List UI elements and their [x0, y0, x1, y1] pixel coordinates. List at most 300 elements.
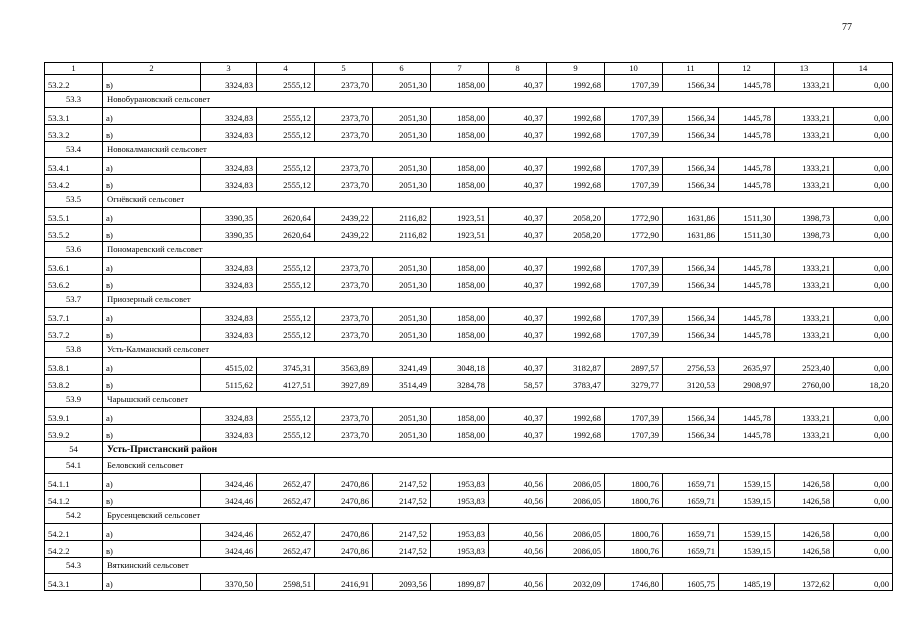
value-cell: 40,37 [489, 175, 547, 192]
value-cell: 2373,70 [315, 275, 373, 292]
value-cell: 3390,35 [201, 225, 257, 242]
value-cell: 1445,78 [719, 108, 775, 125]
row-label: а) [103, 574, 201, 591]
row-code: 53.2.2 [45, 75, 103, 92]
value-cell: 1858,00 [431, 408, 489, 425]
table-row [45, 125, 893, 142]
table-body [45, 63, 893, 591]
column-number: 2 [103, 63, 201, 75]
row-label: а) [103, 474, 201, 491]
section-code: 53.6 [45, 242, 103, 258]
table-row [45, 175, 893, 192]
value-cell: 2373,70 [315, 75, 373, 92]
section-code: 53.5 [45, 192, 103, 208]
value-cell: 1707,39 [605, 425, 663, 442]
table-row [45, 541, 893, 558]
table-row [45, 524, 893, 541]
row-label: в) [103, 375, 201, 392]
value-cell: 3745,31 [257, 358, 315, 375]
row-code: 53.7.1 [45, 308, 103, 325]
value-cell: 1707,39 [605, 175, 663, 192]
value-cell: 40,56 [489, 524, 547, 541]
value-cell: 3048,18 [431, 358, 489, 375]
row-code: 53.6.1 [45, 258, 103, 275]
value-cell: 2555,12 [257, 325, 315, 342]
section-name: Чарышский сельсовет [103, 392, 893, 408]
row-code: 53.8.1 [45, 358, 103, 375]
value-cell: 2147,52 [373, 474, 431, 491]
value-cell: 40,37 [489, 258, 547, 275]
row-code: 53.7.2 [45, 325, 103, 342]
value-cell: 2756,53 [663, 358, 719, 375]
value-cell: 3324,83 [201, 175, 257, 192]
section-row [45, 192, 893, 208]
value-cell: 3182,87 [547, 358, 605, 375]
section-row [45, 292, 893, 308]
row-label: а) [103, 408, 201, 425]
value-cell: 1858,00 [431, 158, 489, 175]
value-cell: 1659,71 [663, 524, 719, 541]
value-cell: 40,56 [489, 574, 547, 591]
value-cell: 0,00 [834, 408, 893, 425]
column-number-row [45, 63, 893, 75]
value-cell: 0,00 [834, 258, 893, 275]
value-cell: 2116,82 [373, 208, 431, 225]
value-cell: 2051,30 [373, 258, 431, 275]
table-row [45, 258, 893, 275]
value-cell: 2058,20 [547, 225, 605, 242]
value-cell: 1566,34 [663, 125, 719, 142]
value-cell: 0,00 [834, 158, 893, 175]
value-cell: 1858,00 [431, 325, 489, 342]
value-cell: 0,00 [834, 541, 893, 558]
value-cell: 2652,47 [257, 491, 315, 508]
value-cell: 40,37 [489, 225, 547, 242]
table-row [45, 108, 893, 125]
table-row [45, 491, 893, 508]
value-cell: 1445,78 [719, 258, 775, 275]
table-row [45, 358, 893, 375]
value-cell: 1511,30 [719, 208, 775, 225]
value-cell: 0,00 [834, 225, 893, 242]
value-cell: 1858,00 [431, 125, 489, 142]
value-cell: 2908,97 [719, 375, 775, 392]
value-cell: 2147,52 [373, 491, 431, 508]
value-cell: 2470,86 [315, 474, 373, 491]
value-cell: 2051,30 [373, 175, 431, 192]
value-cell: 2051,30 [373, 308, 431, 325]
row-label: в) [103, 75, 201, 92]
column-number: 12 [719, 63, 775, 75]
value-cell: 1485,19 [719, 574, 775, 591]
value-cell: 1333,21 [775, 408, 834, 425]
table-row [45, 425, 893, 442]
value-cell: 1333,21 [775, 425, 834, 442]
value-cell: 0,00 [834, 308, 893, 325]
value-cell: 1707,39 [605, 275, 663, 292]
value-cell: 2760,00 [775, 375, 834, 392]
row-code: 54.2.2 [45, 541, 103, 558]
value-cell: 1445,78 [719, 75, 775, 92]
column-number: 6 [373, 63, 431, 75]
section-row [45, 142, 893, 158]
value-cell: 1800,76 [605, 524, 663, 541]
column-number: 9 [547, 63, 605, 75]
value-cell: 1953,83 [431, 474, 489, 491]
value-cell: 1707,39 [605, 258, 663, 275]
value-cell: 2416,91 [315, 574, 373, 591]
row-label: в) [103, 125, 201, 142]
value-cell: 1539,15 [719, 541, 775, 558]
value-cell: 58,57 [489, 375, 547, 392]
value-cell: 3424,46 [201, 491, 257, 508]
section-row [45, 508, 893, 524]
value-cell: 2051,30 [373, 425, 431, 442]
value-cell: 2032,09 [547, 574, 605, 591]
value-cell: 40,56 [489, 474, 547, 491]
value-cell: 2555,12 [257, 258, 315, 275]
value-cell: 2598,51 [257, 574, 315, 591]
value-cell: 3783,47 [547, 375, 605, 392]
value-cell: 2439,22 [315, 225, 373, 242]
value-cell: 1426,58 [775, 524, 834, 541]
row-code: 53.9.2 [45, 425, 103, 442]
row-code: 54.3.1 [45, 574, 103, 591]
value-cell: 1707,39 [605, 108, 663, 125]
section-code: 54.3 [45, 558, 103, 574]
table-row [45, 225, 893, 242]
value-cell: 3241,49 [373, 358, 431, 375]
value-cell: 3424,46 [201, 474, 257, 491]
value-cell: 2051,30 [373, 108, 431, 125]
value-cell: 3324,83 [201, 125, 257, 142]
value-cell: 1858,00 [431, 258, 489, 275]
value-cell: 1707,39 [605, 158, 663, 175]
section-name: Новобурановский сельсовет [103, 92, 893, 108]
value-cell: 1992,68 [547, 125, 605, 142]
row-label: а) [103, 258, 201, 275]
value-cell: 40,37 [489, 308, 547, 325]
value-cell: 1333,21 [775, 325, 834, 342]
row-code: 53.5.1 [45, 208, 103, 225]
table-row [45, 308, 893, 325]
value-cell: 1707,39 [605, 408, 663, 425]
value-cell: 1858,00 [431, 308, 489, 325]
section-row [45, 392, 893, 408]
section-name: Вяткинский сельсовет [103, 558, 893, 574]
value-cell: 3927,89 [315, 375, 373, 392]
value-cell: 3324,83 [201, 275, 257, 292]
column-number: 8 [489, 63, 547, 75]
value-cell: 1333,21 [775, 175, 834, 192]
value-cell: 1445,78 [719, 175, 775, 192]
value-cell: 1992,68 [547, 325, 605, 342]
value-cell: 1707,39 [605, 125, 663, 142]
value-cell: 1899,87 [431, 574, 489, 591]
value-cell: 40,37 [489, 275, 547, 292]
row-label: в) [103, 275, 201, 292]
row-label: в) [103, 425, 201, 442]
value-cell: 2555,12 [257, 108, 315, 125]
section-row [45, 558, 893, 574]
value-cell: 1445,78 [719, 158, 775, 175]
value-cell: 1566,34 [663, 308, 719, 325]
value-cell: 3514,49 [373, 375, 431, 392]
value-cell: 0,00 [834, 425, 893, 442]
value-cell: 2051,30 [373, 408, 431, 425]
row-label: а) [103, 158, 201, 175]
value-cell: 1992,68 [547, 75, 605, 92]
value-cell: 2635,97 [719, 358, 775, 375]
row-code: 54.1.2 [45, 491, 103, 508]
value-cell: 1398,73 [775, 208, 834, 225]
value-cell: 40,56 [489, 541, 547, 558]
table-row [45, 275, 893, 292]
value-cell: 1800,76 [605, 541, 663, 558]
column-number: 5 [315, 63, 373, 75]
value-cell: 2051,30 [373, 125, 431, 142]
value-cell: 1800,76 [605, 474, 663, 491]
value-cell: 1858,00 [431, 75, 489, 92]
value-cell: 2555,12 [257, 75, 315, 92]
value-cell: 3324,83 [201, 425, 257, 442]
value-cell: 2555,12 [257, 125, 315, 142]
value-cell: 0,00 [834, 474, 893, 491]
value-cell: 40,37 [489, 325, 547, 342]
row-code: 53.4.1 [45, 158, 103, 175]
value-cell: 2555,12 [257, 408, 315, 425]
value-cell: 0,00 [834, 125, 893, 142]
row-code: 53.4.2 [45, 175, 103, 192]
value-cell: 1333,21 [775, 275, 834, 292]
value-cell: 1707,39 [605, 75, 663, 92]
value-cell: 1659,71 [663, 491, 719, 508]
value-cell: 40,37 [489, 158, 547, 175]
value-cell: 40,37 [489, 108, 547, 125]
value-cell: 1992,68 [547, 175, 605, 192]
value-cell: 2652,47 [257, 474, 315, 491]
value-cell: 1953,83 [431, 491, 489, 508]
value-cell: 3563,89 [315, 358, 373, 375]
value-cell: 3324,83 [201, 75, 257, 92]
section-code: 53.3 [45, 92, 103, 108]
value-cell: 40,37 [489, 358, 547, 375]
row-label: а) [103, 208, 201, 225]
value-cell: 0,00 [834, 208, 893, 225]
row-label: в) [103, 325, 201, 342]
value-cell: 1746,80 [605, 574, 663, 591]
section-code: 53.8 [45, 342, 103, 358]
row-label: а) [103, 308, 201, 325]
value-cell: 40,37 [489, 75, 547, 92]
value-cell: 1800,76 [605, 491, 663, 508]
section-name: Приозерный сельсовет [103, 292, 893, 308]
value-cell: 3324,83 [201, 258, 257, 275]
value-cell: 1426,58 [775, 541, 834, 558]
section-name: Усть-Пристанский район [103, 442, 893, 458]
value-cell: 1511,30 [719, 225, 775, 242]
table-row [45, 474, 893, 491]
section-row [45, 92, 893, 108]
value-cell: 1566,34 [663, 275, 719, 292]
value-cell: 1631,86 [663, 225, 719, 242]
value-cell: 1566,34 [663, 425, 719, 442]
row-code: 53.3.2 [45, 125, 103, 142]
value-cell: 1333,21 [775, 258, 834, 275]
value-cell: 40,56 [489, 491, 547, 508]
column-number: 1 [45, 63, 103, 75]
value-cell: 2051,30 [373, 325, 431, 342]
value-cell: 2086,05 [547, 491, 605, 508]
value-cell: 4127,51 [257, 375, 315, 392]
value-cell: 1992,68 [547, 425, 605, 442]
section-row [45, 242, 893, 258]
column-number: 14 [834, 63, 893, 75]
value-cell: 1992,68 [547, 108, 605, 125]
page-number: 77 [842, 22, 852, 33]
value-cell: 3279,77 [605, 375, 663, 392]
value-cell: 2652,47 [257, 541, 315, 558]
value-cell: 2373,70 [315, 408, 373, 425]
value-cell: 2093,56 [373, 574, 431, 591]
value-cell: 1772,90 [605, 225, 663, 242]
value-cell: 1659,71 [663, 474, 719, 491]
column-number: 3 [201, 63, 257, 75]
value-cell: 1992,68 [547, 275, 605, 292]
value-cell: 1426,58 [775, 491, 834, 508]
value-cell: 2555,12 [257, 275, 315, 292]
value-cell: 0,00 [834, 75, 893, 92]
value-cell: 1333,21 [775, 108, 834, 125]
value-cell: 2051,30 [373, 275, 431, 292]
value-cell: 1566,34 [663, 408, 719, 425]
value-cell: 1445,78 [719, 275, 775, 292]
section-name: Огнёвский сельсовет [103, 192, 893, 208]
value-cell: 5115,62 [201, 375, 257, 392]
tariff-table [44, 62, 893, 591]
value-cell: 1566,34 [663, 75, 719, 92]
value-cell: 1858,00 [431, 425, 489, 442]
row-code: 53.3.1 [45, 108, 103, 125]
section-code: 54.1 [45, 458, 103, 474]
value-cell: 1445,78 [719, 308, 775, 325]
value-cell: 0,00 [834, 325, 893, 342]
value-cell: 40,37 [489, 208, 547, 225]
value-cell: 2147,52 [373, 524, 431, 541]
value-cell: 1445,78 [719, 325, 775, 342]
row-label: а) [103, 524, 201, 541]
value-cell: 40,37 [489, 425, 547, 442]
table-row [45, 158, 893, 175]
value-cell: 40,37 [489, 408, 547, 425]
value-cell: 2523,40 [775, 358, 834, 375]
value-cell: 2555,12 [257, 158, 315, 175]
value-cell: 1539,15 [719, 524, 775, 541]
value-cell: 2373,70 [315, 125, 373, 142]
value-cell: 2470,86 [315, 491, 373, 508]
value-cell: 1631,86 [663, 208, 719, 225]
value-cell: 2116,82 [373, 225, 431, 242]
column-number: 10 [605, 63, 663, 75]
row-code: 53.5.2 [45, 225, 103, 242]
value-cell: 2897,57 [605, 358, 663, 375]
value-cell: 2373,70 [315, 308, 373, 325]
value-cell: 2147,52 [373, 541, 431, 558]
value-cell: 1539,15 [719, 474, 775, 491]
value-cell: 2373,70 [315, 108, 373, 125]
section-name: Брусенцевский сельсовет [103, 508, 893, 524]
value-cell: 40,37 [489, 125, 547, 142]
column-number: 7 [431, 63, 489, 75]
value-cell: 1445,78 [719, 425, 775, 442]
value-cell: 0,00 [834, 175, 893, 192]
row-code: 54.2.1 [45, 524, 103, 541]
section-name: Беловский сельсовет [103, 458, 893, 474]
value-cell: 2373,70 [315, 158, 373, 175]
value-cell: 1566,34 [663, 158, 719, 175]
section-code: 53.7 [45, 292, 103, 308]
table-row [45, 75, 893, 92]
value-cell: 1858,00 [431, 275, 489, 292]
row-label: в) [103, 541, 201, 558]
value-cell: 3324,83 [201, 325, 257, 342]
table-row [45, 375, 893, 392]
value-cell: 1566,34 [663, 325, 719, 342]
value-cell: 4515,02 [201, 358, 257, 375]
table-row [45, 325, 893, 342]
value-cell: 2086,05 [547, 524, 605, 541]
value-cell: 1992,68 [547, 408, 605, 425]
value-cell: 1923,51 [431, 225, 489, 242]
value-cell: 2620,64 [257, 225, 315, 242]
value-cell: 2051,30 [373, 158, 431, 175]
value-cell: 18,20 [834, 375, 893, 392]
value-cell: 1992,68 [547, 258, 605, 275]
column-number: 13 [775, 63, 834, 75]
value-cell: 1333,21 [775, 158, 834, 175]
value-cell: 3324,83 [201, 158, 257, 175]
value-cell: 1566,34 [663, 108, 719, 125]
value-cell: 3120,53 [663, 375, 719, 392]
row-label: в) [103, 225, 201, 242]
row-label: в) [103, 491, 201, 508]
value-cell: 3370,50 [201, 574, 257, 591]
row-code: 54.1.1 [45, 474, 103, 491]
row-code: 53.8.2 [45, 375, 103, 392]
row-code: 53.9.1 [45, 408, 103, 425]
value-cell: 0,00 [834, 358, 893, 375]
value-cell: 1445,78 [719, 125, 775, 142]
value-cell: 2470,86 [315, 524, 373, 541]
value-cell: 2555,12 [257, 425, 315, 442]
value-cell: 3324,83 [201, 308, 257, 325]
value-cell: 1333,21 [775, 125, 834, 142]
value-cell: 1953,83 [431, 524, 489, 541]
table-row [45, 208, 893, 225]
value-cell: 1992,68 [547, 308, 605, 325]
section-code: 54 [45, 442, 103, 458]
section-row [45, 442, 893, 458]
value-cell: 2620,64 [257, 208, 315, 225]
section-code: 53.9 [45, 392, 103, 408]
table-row [45, 408, 893, 425]
section-row [45, 342, 893, 358]
value-cell: 2086,05 [547, 474, 605, 491]
value-cell: 3424,46 [201, 524, 257, 541]
row-label: а) [103, 108, 201, 125]
value-cell: 2439,22 [315, 208, 373, 225]
value-cell: 1858,00 [431, 175, 489, 192]
